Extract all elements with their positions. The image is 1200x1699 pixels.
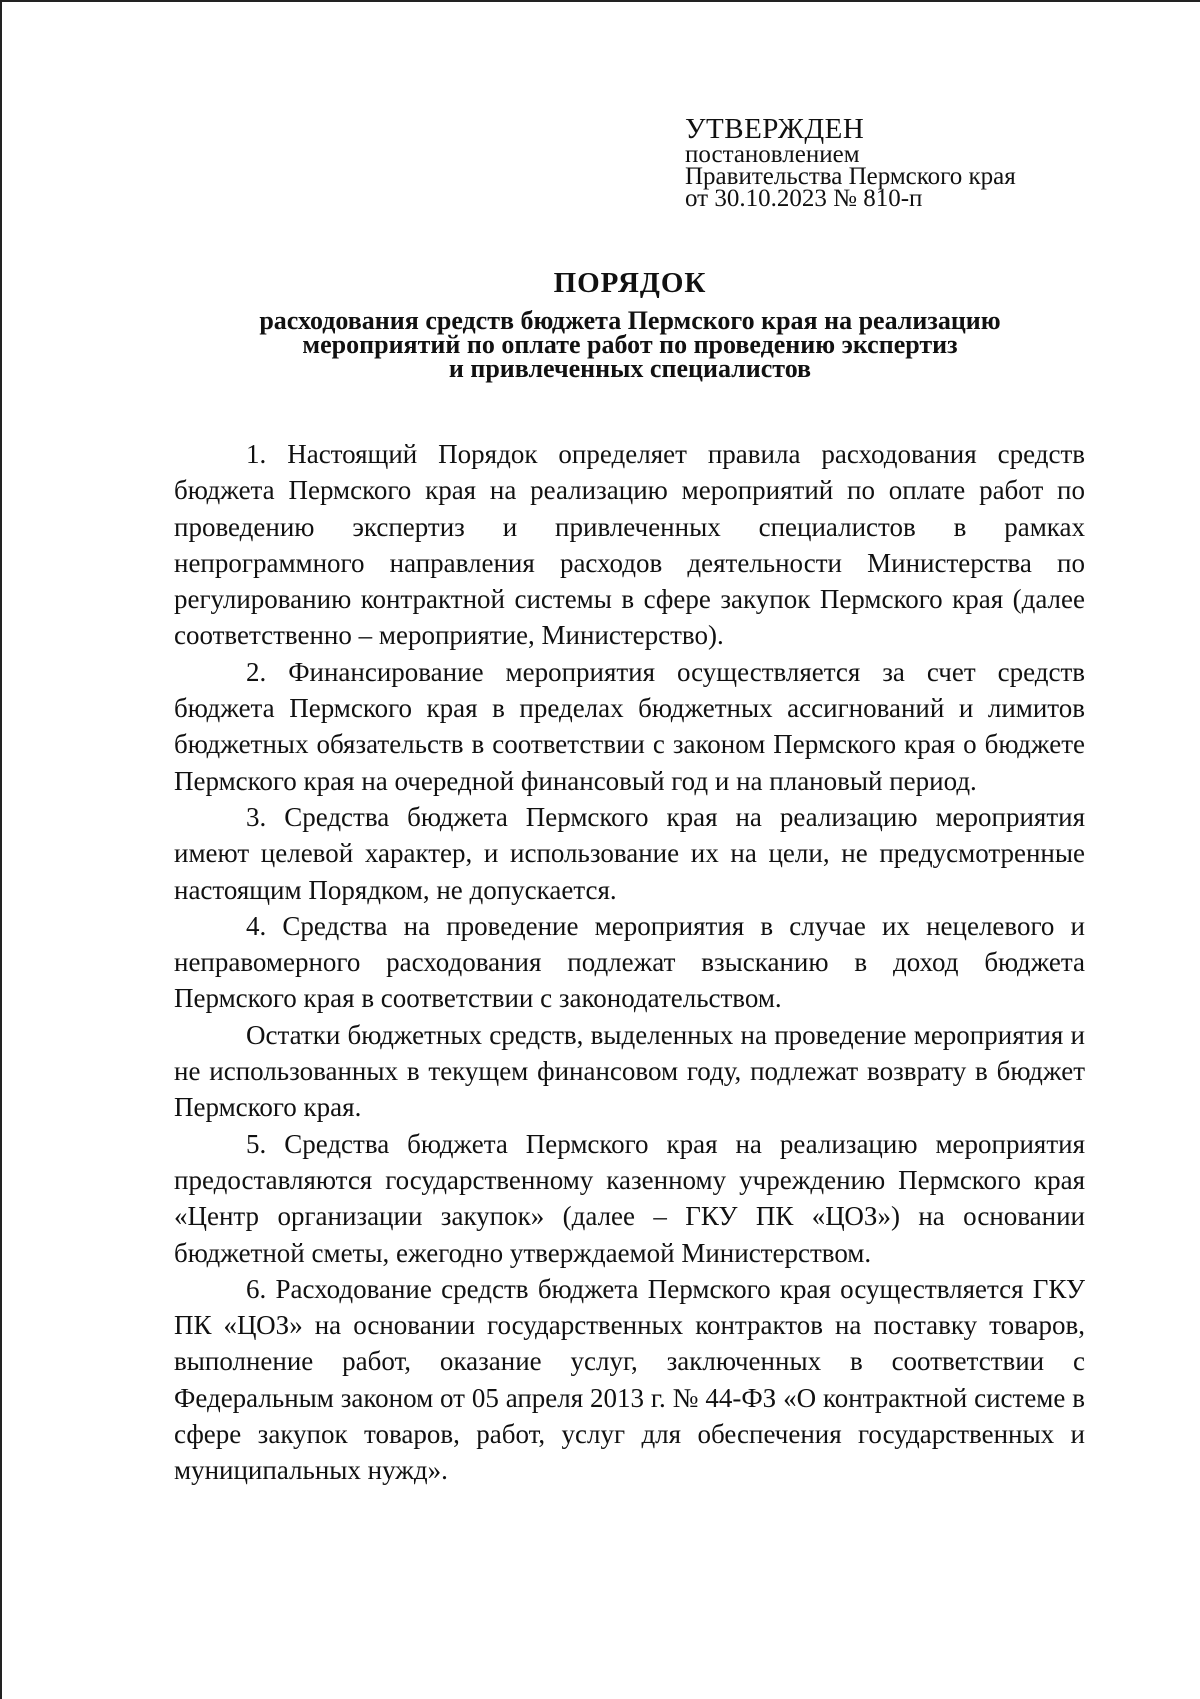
paragraph-3: 3. Средства бюджета Пермского края на реализацию мероприятия имеют целевой характер, и использование их на цели, не предусмотренные настоящим Порядком, не допускается. xyxy=(174,801,1085,905)
subtitle-line: мероприятий по оплате работ по проведению экспертиз xyxy=(302,330,958,359)
subtitle-line: расходования средств бюджета Пермского края на реализацию xyxy=(259,306,1001,335)
document-title: ПОРЯДОК xyxy=(553,267,707,299)
paragraph-4-continued: Остатки бюджетных средств, выделенных на проведение мероприятия и не использованных в текущем финансовом году, подлежат возврату в бюджет Пермского края. xyxy=(174,1019,1085,1123)
document-subtitle xyxy=(152,306,1108,383)
paragraph-2: 2. Финансирование мероприятия осуществляется за счет средств бюджета Пермского края в пределах бюджетных ассигнований и лимитов бюджетных обязательств в соответствии с законом Пермского края о бюджете Пермского края на очередной финансовый год и на плановый период. xyxy=(174,656,1085,796)
paragraph-6: 6. Расходование средств бюджета Пермского края осуществляется ГКУ ПК «ЦОЗ» на основании государственных контрактов на поставку товаров, выполнение работ, оказание услуг, заключенных в соответствии с Федеральным законом от 05 апреля 2013 г. № 44-ФЗ «О контрактной системе в сфере закупок товаров, работ, услуг для обеспечения государственных и муниципальных нужд». xyxy=(174,1273,1085,1486)
paragraph-1: 1. Настоящий Порядок определяет правила расходования средств бюджета Пермского края на реализацию мероприятий по оплате работ по проведению экспертиз и привлеченных специалистов в рамках непрограммного направления расходов деятельности Министерства по регулированию контрактной системы в сфере закупок Пермского края (далее соответственно – мероприятие, Министерство). xyxy=(174,439,1085,651)
approval-line: от 30.10.2023 № 810-п xyxy=(685,185,923,212)
subtitle-line: и привлеченных специалистов xyxy=(448,354,812,383)
document-body xyxy=(174,436,1085,1489)
approval-title: УТВЕРЖДЕН xyxy=(685,113,865,145)
paragraph-4: 4. Средства на проведение мероприятия в случае их нецелевого и неправомерного расходования подлежат взысканию в доход бюджета Пермского края в соответствии с законодательством. xyxy=(174,910,1085,1014)
approval-line: постановлением xyxy=(685,141,860,168)
paragraph-5: 5. Средства бюджета Пермского края на реализацию мероприятия предоставляются государственному казенному учреждению Пермского края «Центр организации закупок» (далее – ГКУ ПК «ЦОЗ») на основании бюджетной сметы, ежегодно утверждаемой Министерством. xyxy=(174,1128,1085,1268)
approval-line: Правительства Пермского края xyxy=(685,163,1016,190)
approval-stamp xyxy=(685,114,1105,210)
